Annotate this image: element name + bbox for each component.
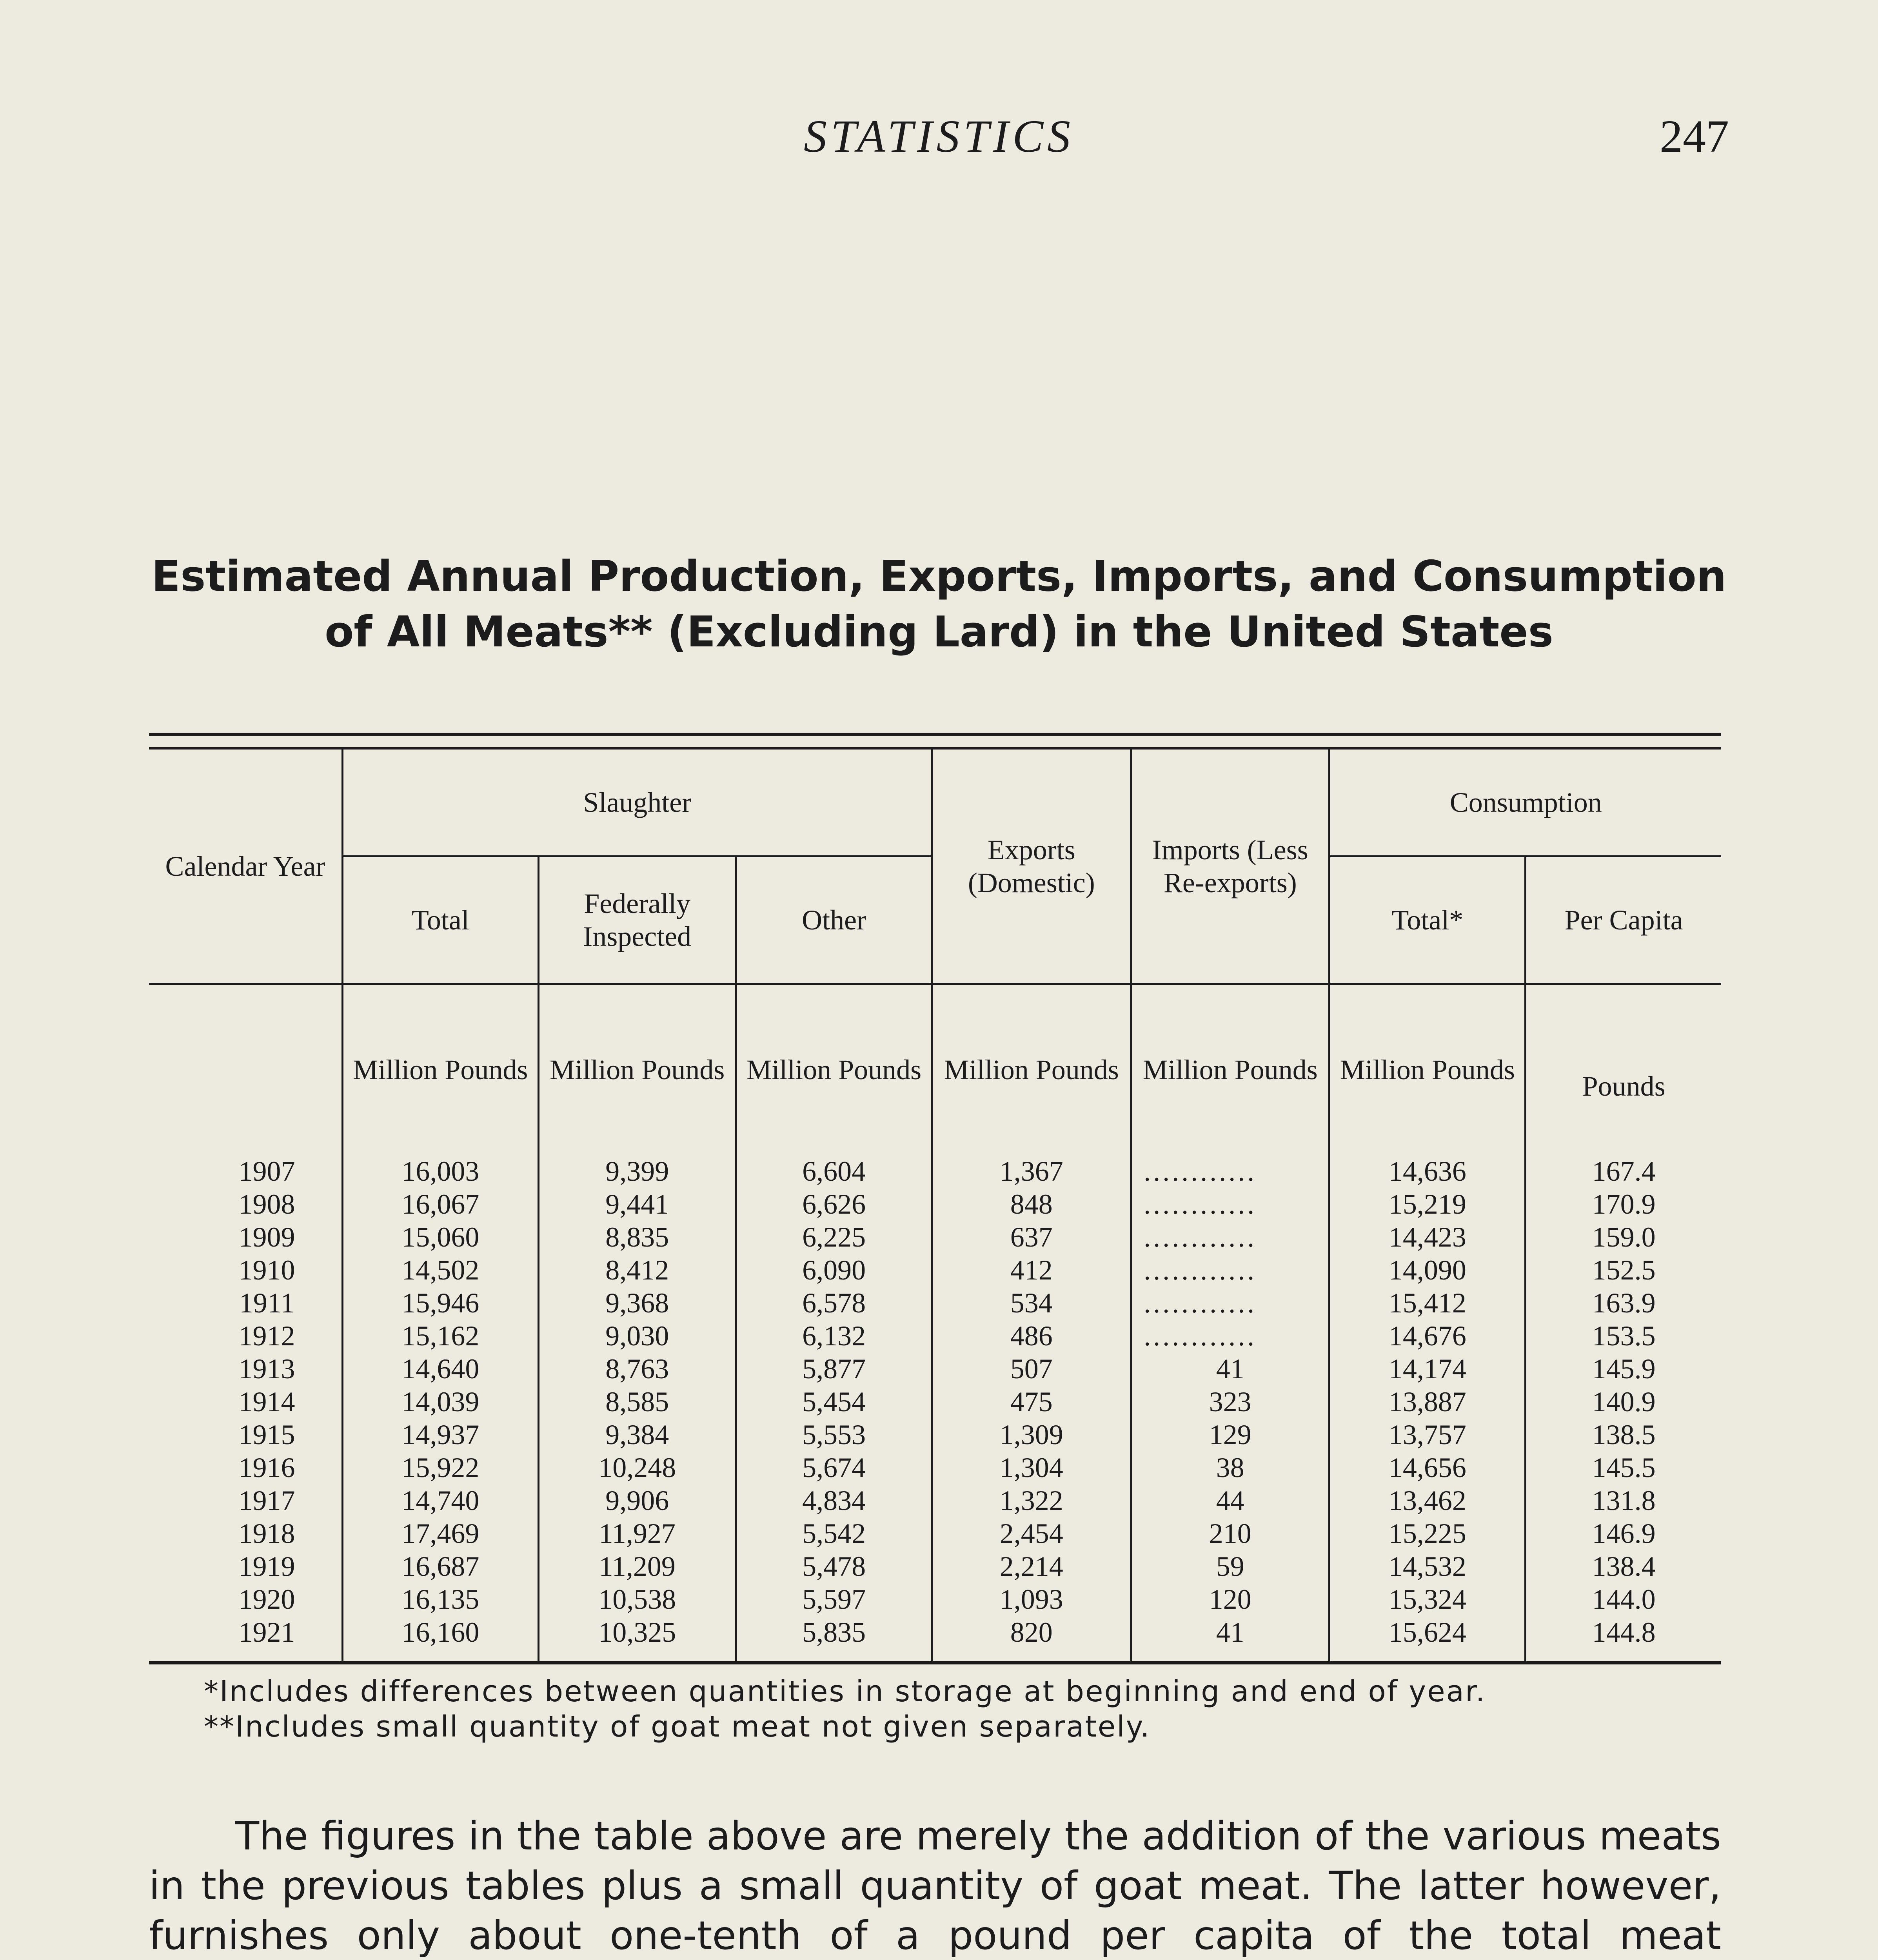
header-slaughter-total: Total — [342, 857, 538, 984]
table-row — [149, 1155, 1721, 1188]
cell-slaughter-other: 6,578 — [736, 1287, 932, 1319]
cell-consumption-total: 14,676 — [1329, 1319, 1526, 1352]
table-row — [149, 1616, 1721, 1649]
header-calendar-year: Calendar Year — [149, 748, 342, 984]
cell-per-capita: 145.9 — [1592, 1353, 1656, 1385]
cell-imports: 41 — [1131, 1616, 1329, 1649]
cell-consumption-total: 14,090 — [1329, 1254, 1526, 1287]
cell-exports: 1,304 — [932, 1451, 1131, 1484]
table-title-line-2: of All Meats** (Excluding Lard) in the United States — [325, 608, 1553, 657]
table-row — [149, 1352, 1721, 1385]
cell-per-capita: 138.5 — [1592, 1419, 1656, 1450]
cell-slaughter-total: 14,039 — [342, 1385, 538, 1418]
cell-slaughter-total: 17,469 — [342, 1517, 538, 1550]
cell-slaughter-total: 15,922 — [342, 1451, 538, 1484]
cell-slaughter-other: 6,132 — [736, 1319, 932, 1352]
cell-federally-inspected: 9,030 — [538, 1319, 736, 1352]
cell-year: 1917 — [149, 1484, 342, 1517]
footnote-double-asterisk: **Includes small quantity of goat meat not given separately. — [204, 1710, 1151, 1744]
cell-year: 1918 — [149, 1517, 342, 1550]
cell-slaughter-other: 5,597 — [736, 1583, 932, 1616]
table-row — [149, 1484, 1721, 1517]
cell-exports: 820 — [932, 1616, 1131, 1649]
cell-slaughter-total: 16,160 — [342, 1616, 538, 1649]
running-head — [149, 110, 1729, 172]
cell-federally-inspected: 9,906 — [538, 1484, 736, 1517]
cell-per-capita: 146.9 — [1592, 1518, 1656, 1549]
cell-slaughter-other: 5,674 — [736, 1451, 932, 1484]
table-row — [149, 1451, 1721, 1484]
meat-statistics-table — [149, 747, 1721, 1664]
cell-consumption-total: 15,219 — [1329, 1188, 1526, 1221]
cell-per-capita: 144.8 — [1592, 1617, 1656, 1648]
cell-exports: 2,214 — [932, 1550, 1131, 1583]
cell-imports: ............ — [1131, 1221, 1329, 1254]
cell-year: 1920 — [149, 1583, 342, 1616]
cell-imports: 323 — [1131, 1385, 1329, 1418]
cell-imports: 41 — [1131, 1352, 1329, 1385]
header-imports: Imports (Less Re-exports) — [1131, 748, 1329, 984]
unit-per-capita: Pounds — [1582, 1071, 1665, 1102]
cell-federally-inspected: 11,927 — [538, 1517, 736, 1550]
cell-slaughter-other: 5,835 — [736, 1616, 932, 1649]
cell-per-capita: 131.8 — [1592, 1485, 1656, 1516]
header-slaughter: Slaughter — [342, 748, 932, 857]
cell-slaughter-total: 14,502 — [342, 1254, 538, 1287]
cell-year: 1910 — [149, 1254, 342, 1287]
cell-imports: ............ — [1131, 1287, 1329, 1319]
cell-slaughter-total: 14,937 — [342, 1418, 538, 1451]
cell-year: 1912 — [149, 1319, 342, 1352]
cell-federally-inspected: 10,538 — [538, 1583, 736, 1616]
cell-consumption-total: 14,532 — [1329, 1550, 1526, 1583]
cell-slaughter-total: 15,060 — [342, 1221, 538, 1254]
cell-imports: ............ — [1131, 1319, 1329, 1352]
cell-slaughter-total: 16,687 — [342, 1550, 538, 1583]
header-consumption: Consumption — [1449, 787, 1602, 818]
cell-slaughter-total: 14,740 — [342, 1484, 538, 1517]
cell-imports: 59 — [1131, 1550, 1329, 1583]
cell-imports: 120 — [1131, 1583, 1329, 1616]
cell-per-capita: 163.9 — [1592, 1287, 1656, 1319]
cell-year: 1907 — [149, 1155, 342, 1188]
cell-year: 1913 — [149, 1352, 342, 1385]
header-per-capita: Per Capita — [1526, 857, 1721, 984]
spacer-cell — [736, 1649, 932, 1663]
table-row — [149, 1550, 1721, 1583]
spacer-cell — [1131, 1649, 1329, 1663]
cell-exports: 475 — [932, 1385, 1131, 1418]
cell-slaughter-total: 14,640 — [342, 1352, 538, 1385]
cell-imports: 210 — [1131, 1517, 1329, 1550]
header-consumption-total: Total* — [1329, 857, 1526, 984]
table-row — [149, 1319, 1721, 1352]
cell-exports: 507 — [932, 1352, 1131, 1385]
cell-imports: ............ — [1131, 1155, 1329, 1188]
cell-consumption-total: 14,174 — [1329, 1352, 1526, 1385]
footnote-asterisk: *Includes differences between quantities in storage at beginning and end of year. — [204, 1675, 1486, 1708]
table-row — [149, 1385, 1721, 1418]
table-row — [149, 1254, 1721, 1287]
unit-year-blank — [149, 984, 342, 1155]
cell-federally-inspected: 8,412 — [538, 1254, 736, 1287]
unit-federal: Million Pounds — [538, 984, 736, 1155]
table-row — [149, 1418, 1721, 1451]
spacer-cell — [342, 1649, 538, 1663]
cell-federally-inspected: 11,209 — [538, 1550, 736, 1583]
cell-consumption-total: 13,462 — [1329, 1484, 1526, 1517]
cell-slaughter-total: 15,946 — [342, 1287, 538, 1319]
cell-imports: ............ — [1131, 1254, 1329, 1287]
cell-slaughter-other: 5,877 — [736, 1352, 932, 1385]
body-text — [149, 1811, 1721, 1960]
cell-slaughter-total: 16,135 — [342, 1583, 538, 1616]
cell-year: 1909 — [149, 1221, 342, 1254]
cell-per-capita: 153.5 — [1592, 1320, 1656, 1352]
unit-total: Million Pounds — [342, 984, 538, 1155]
cell-consumption-total: 15,624 — [1329, 1616, 1526, 1649]
cell-consumption-total: 13,887 — [1329, 1385, 1526, 1418]
cell-slaughter-other: 5,553 — [736, 1418, 932, 1451]
cell-consumption-total: 14,656 — [1329, 1451, 1526, 1484]
cell-exports: 2,454 — [932, 1517, 1131, 1550]
cell-federally-inspected: 9,384 — [538, 1418, 736, 1451]
cell-federally-inspected: 10,248 — [538, 1451, 736, 1484]
table-footnotes — [204, 1674, 1721, 1744]
cell-imports: 129 — [1131, 1418, 1329, 1451]
running-head-title: STATISTICS — [803, 111, 1075, 162]
spacer-cell — [932, 1649, 1131, 1663]
cell-slaughter-total: 15,162 — [342, 1319, 538, 1352]
cell-imports: ............ — [1131, 1188, 1329, 1221]
units-row — [149, 984, 1721, 1155]
cell-year: 1919 — [149, 1550, 342, 1583]
cell-slaughter-other: 4,834 — [736, 1484, 932, 1517]
cell-imports: 44 — [1131, 1484, 1329, 1517]
cell-year: 1911 — [149, 1287, 342, 1319]
cell-federally-inspected: 10,325 — [538, 1616, 736, 1649]
table-bottom-spacer — [149, 1649, 1721, 1663]
unit-consumption-total: Million Pounds — [1329, 984, 1526, 1155]
cell-exports: 637 — [932, 1221, 1131, 1254]
spacer-cell — [1526, 1649, 1721, 1663]
cell-year: 1916 — [149, 1451, 342, 1484]
cell-consumption-total: 13,757 — [1329, 1418, 1526, 1451]
unit-exports: Million Pounds — [932, 984, 1131, 1155]
cell-per-capita: 167.4 — [1592, 1156, 1656, 1187]
cell-slaughter-total: 16,003 — [342, 1155, 538, 1188]
cell-per-capita: 152.5 — [1592, 1254, 1656, 1286]
cell-exports: 412 — [932, 1254, 1131, 1287]
cell-consumption-total: 15,412 — [1329, 1287, 1526, 1319]
cell-exports: 1,093 — [932, 1583, 1131, 1616]
cell-year: 1921 — [149, 1616, 342, 1649]
cell-per-capita: 159.0 — [1592, 1221, 1656, 1253]
paragraph-1: The figures in the table above are merely the addition of the various meats in the previous tables plus a small quantity of goat meat. The latter however, furnishes only about one-tenth of a pound per capita of the total meat — [149, 1813, 1721, 1958]
table-row — [149, 1188, 1721, 1221]
cell-exports: 1,367 — [932, 1155, 1131, 1188]
table-row — [149, 1583, 1721, 1616]
spacer-cell — [149, 1649, 342, 1663]
cell-per-capita: 144.0 — [1592, 1584, 1656, 1615]
cell-consumption-total: 14,636 — [1329, 1155, 1526, 1188]
cell-year: 1915 — [149, 1418, 342, 1451]
cell-consumption-total: 15,324 — [1329, 1583, 1526, 1616]
cell-per-capita: 170.9 — [1592, 1189, 1656, 1220]
cell-exports: 1,309 — [932, 1418, 1131, 1451]
meat-statistics-table-wrapper — [149, 733, 1721, 1664]
cell-exports: 534 — [932, 1287, 1131, 1319]
cell-exports: 1,322 — [932, 1484, 1131, 1517]
cell-consumption-total: 15,225 — [1329, 1517, 1526, 1550]
spacer-cell — [538, 1649, 736, 1663]
cell-slaughter-other: 6,225 — [736, 1221, 932, 1254]
cell-slaughter-other: 6,604 — [736, 1155, 932, 1188]
cell-federally-inspected: 9,368 — [538, 1287, 736, 1319]
spacer-cell — [1329, 1649, 1526, 1663]
cell-federally-inspected: 8,763 — [538, 1352, 736, 1385]
table-title-line-1: Estimated Annual Production, Exports, Imports, and Consumption — [151, 552, 1727, 601]
table-row — [149, 1517, 1721, 1550]
cell-federally-inspected: 9,399 — [538, 1155, 736, 1188]
header-exports: Exports (Domestic) — [932, 748, 1131, 984]
cell-per-capita: 145.5 — [1592, 1452, 1656, 1483]
cell-exports: 486 — [932, 1319, 1131, 1352]
cell-slaughter-other: 5,478 — [736, 1550, 932, 1583]
table-row — [149, 1221, 1721, 1254]
cell-per-capita: 138.4 — [1592, 1551, 1656, 1582]
table-title — [149, 549, 1729, 660]
cell-slaughter-other: 5,542 — [736, 1517, 932, 1550]
unit-imports: Million Pounds — [1131, 984, 1329, 1155]
cell-federally-inspected: 9,441 — [538, 1188, 736, 1221]
cell-federally-inspected: 8,585 — [538, 1385, 736, 1418]
table-body — [149, 984, 1721, 1663]
header-slaughter-other: Other — [736, 857, 932, 984]
cell-slaughter-other: 5,454 — [736, 1385, 932, 1418]
cell-slaughter-other: 6,090 — [736, 1254, 932, 1287]
cell-federally-inspected: 8,835 — [538, 1221, 736, 1254]
cell-year: 1914 — [149, 1385, 342, 1418]
page-number: 247 — [1660, 111, 1729, 162]
cell-exports: 848 — [932, 1188, 1131, 1221]
cell-imports: 38 — [1131, 1451, 1329, 1484]
cell-year: 1908 — [149, 1188, 342, 1221]
unit-other: Million Pounds — [736, 984, 932, 1155]
cell-per-capita: 140.9 — [1592, 1386, 1656, 1417]
cell-slaughter-other: 6,626 — [736, 1188, 932, 1221]
cell-consumption-total: 14,423 — [1329, 1221, 1526, 1254]
table-row — [149, 1287, 1721, 1319]
cell-slaughter-total: 16,067 — [342, 1188, 538, 1221]
header-federally-inspected: Federally Inspected — [538, 857, 736, 984]
